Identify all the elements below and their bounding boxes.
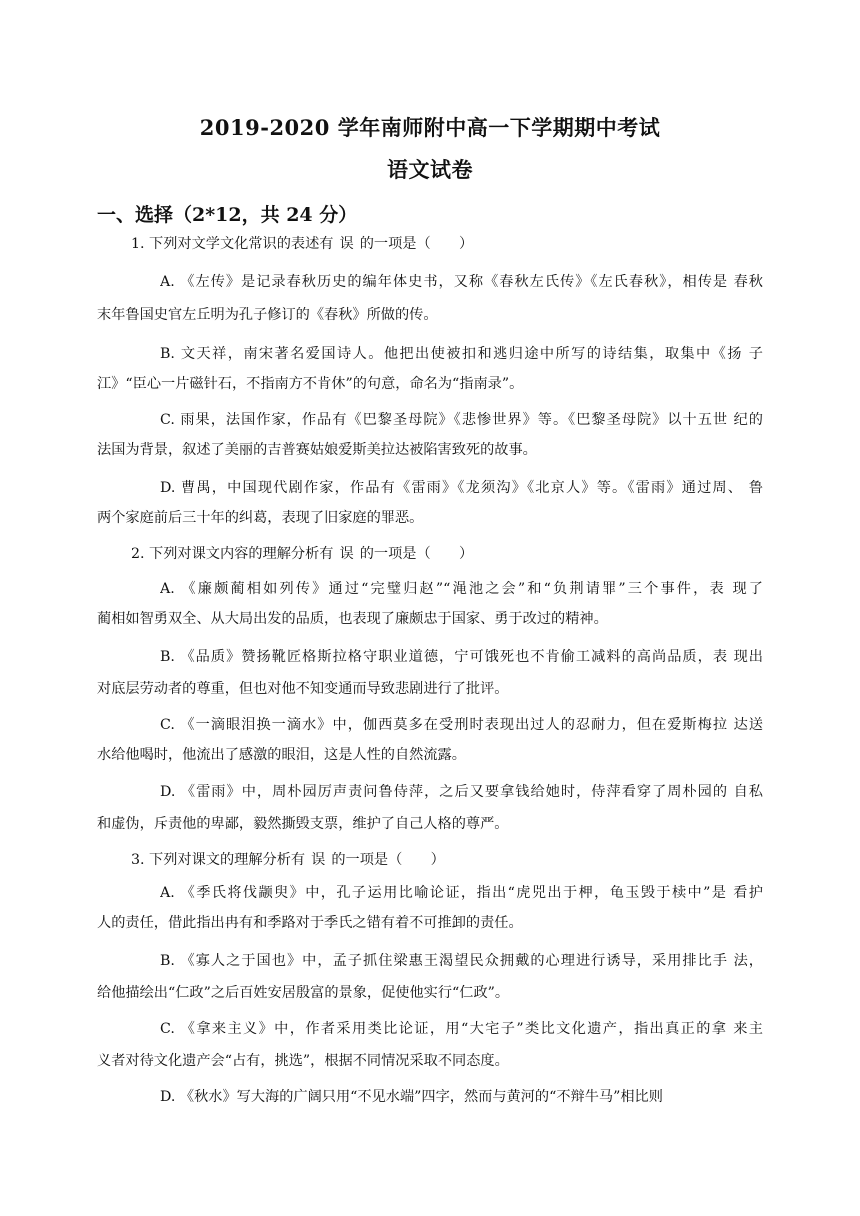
option-d-line-2: 两个家庭前后三十年的纠葛，表现了旧家庭的罪恶。 <box>97 510 424 526</box>
option-c-line-1: C. 《拿来主义》中，作者采用类比论证，用“大宅子”类比文化遗产，指出真正的拿 来主 <box>160 1021 763 1037</box>
question-stem-tail: 的一项是（ ） <box>331 852 445 868</box>
option-c-line-2: 水给他喝时，他流出了感激的眼泪，这是人性的自然流露。 <box>97 747 466 763</box>
option-d-line-1: D. 《雷雨》中，周朴园厉声责问鲁侍萍，之后又要拿钱给她时，侍萍看穿了周朴园的 自私 <box>160 784 763 800</box>
question-stem-text: 1. 下列对文学文化常识的表述有 <box>131 236 334 252</box>
question-1-stem <box>131 235 797 253</box>
option-a-line-1: A. 《左传》是记录春秋历史的编年体史书，又称《春秋左氏传》《左氏春秋》，相传是 春秋 <box>160 274 763 290</box>
exam-title: 2019-2020 学年南师附中高一下学期期中考试 <box>199 115 661 140</box>
option-a-line-1: A. 《廉颇蔺相如列传》通过“完璧归赵”“渑池之会”和“负荆请罪”三个事件，表 现了 <box>160 581 763 597</box>
question-stem-tail: 的一项是（ ） <box>359 546 474 562</box>
option-d-line-2: 和虚伪，斥责他的卑鄙，毅然撕毁支票，维护了自己人格的尊严。 <box>97 816 509 832</box>
option-c-line-2: 法国为背景，叙述了美丽的吉普赛姑娘爱斯美拉达被陷害致死的故事。 <box>97 442 537 458</box>
question-stem-text: 3. 下列对课文的理解分析有 <box>131 852 306 868</box>
option-a-line-2: 末年鲁国史官左丘明为孔子修订的《春秋》所做的传。 <box>97 307 438 323</box>
question-stem-tail: 的一项是（ ） <box>359 236 474 252</box>
exam-subtitle: 语文试卷 <box>387 157 473 182</box>
option-b-line-2: 对底层劳动者的尊重，但也对他不知变通而导致悲剧进行了批评。 <box>97 681 509 697</box>
option-a-line-1: A. 《季氏将伐颛臾》中，孔子运用比喻论证，指出“虎兕出于柙，龟玉毁于椟中”是 看护 <box>160 885 763 901</box>
option-a-line-2: 人的责任，借此指出冉有和季路对于季氏之错有着不可推卸的责任。 <box>97 915 523 931</box>
option-c-line-1: C. 雨果，法国作家，作品有《巴黎圣母院》《悲惨世界》等。《巴黎圣母院》以十五世 纪的 <box>160 412 763 428</box>
option-c-line-2: 义者对待文化遗产会“占有，挑选”，根据不同情况采取不同态度。 <box>97 1053 509 1069</box>
option-b-line-2: 给他描绘出“仁政”之后百姓安居殷富的景象，促使他实行“仁政”。 <box>97 985 510 1001</box>
option-d-line-1: D. 曹禺，中国现代剧作家，作品有《雷雨》《龙须沟》《北京人》等。《雷雨》通过周、 鲁 <box>160 480 763 496</box>
option-d-line-1: D. 《秋水》写大海的广阔只用“不见水端”四字，然而与黄河的“不辩牛马”相比则 <box>160 1089 663 1105</box>
question-stem-text: 2. 下列对课文内容的理解分析有 <box>131 546 334 562</box>
question-3-stem <box>131 851 797 869</box>
option-b-line-1: B. 《品质》赞扬靴匠格斯拉格守职业道德，宁可饿死也不肯偷工减料的高尚品质，表 现出 <box>160 649 763 665</box>
section-heading: 一、选择（2*12，共 24 分） <box>97 204 358 226</box>
option-a-line-2: 蔺相如智勇双全、从大局出发的品质，也表现了廉颇忠于国家、勇于改过的精神。 <box>97 611 608 627</box>
option-b-line-1: B. 《寡人之于国也》中，孟子抓住梁惠王渴望民众拥戴的心理进行诱导，采用排比手 法， <box>160 953 763 969</box>
emphasis-dot-char: 误 <box>339 236 354 252</box>
emphasis-dot-char: 误 <box>311 852 326 868</box>
option-b-line-2: 江》“臣心一片磁针石，不指南方不肯休”的句意，命名为“指南录”。 <box>97 376 524 392</box>
emphasis-dot-char: 误 <box>339 546 354 562</box>
question-2-stem <box>131 545 797 563</box>
option-c-line-1: C. 《一滴眼泪换一滴水》中，伽西莫多在受刑时表现出过人的忍耐力，但在爱斯梅拉 达送 <box>160 717 763 733</box>
option-b-line-1: B. 文天祥，南宋著名爱国诗人。他把出使被扣和逃归途中所写的诗结集，取集中《扬 子 <box>160 346 763 362</box>
